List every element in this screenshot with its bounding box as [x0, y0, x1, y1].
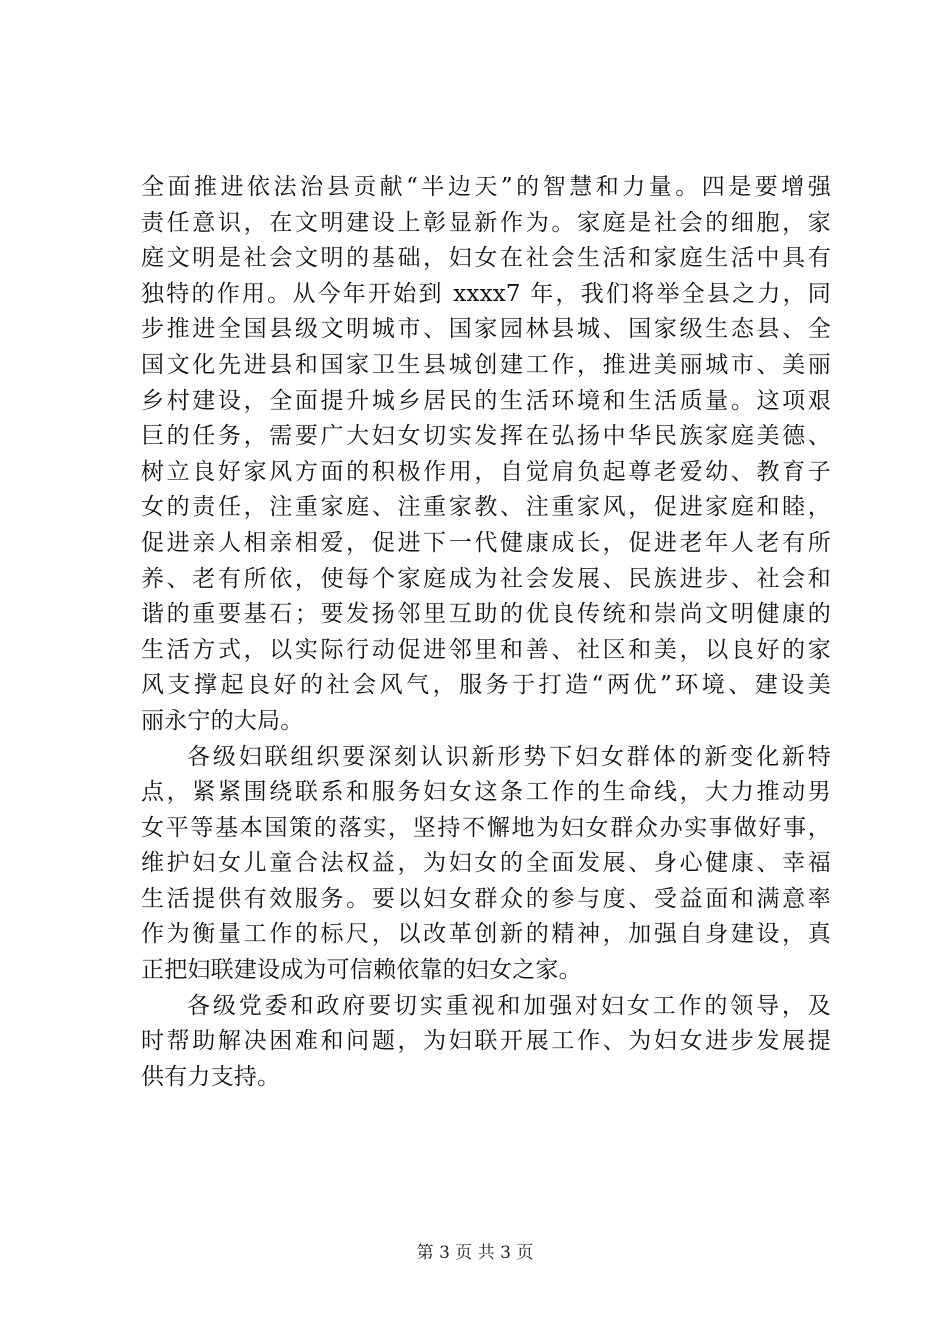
text-line: 谐的重要基石；要发扬邻里互助的优良传统和崇尚文明健康的 [141, 601, 831, 628]
text-line: 生活方式，以实际行动促进邻里和善、社区和美，以良好的家 [141, 636, 831, 663]
text-line: 女平等基本国策的落实，坚持不懈地为妇女群众办实事做好事， [141, 814, 831, 841]
text-line: 丽永宁的大局。 [141, 707, 304, 734]
text-line: 各级妇联组织要深刻认识新形势下妇女群体的新变化新特 [187, 743, 831, 770]
text-line: 作为衡量工作的标尺，以改革创新的精神，加强自身建设，真 [141, 921, 831, 948]
text-line: 供有力支持。 [141, 1063, 281, 1090]
text-line: 全面推进依法治县贡献“半边天”的智慧和力量。四是要增强 [141, 174, 831, 200]
text-line: 各级党委和政府要切实重视和加强对妇女工作的领导，及 [187, 992, 831, 1019]
text-line: 养、老有所依，使每个家庭成为社会发展、民族进步、社会和 [141, 565, 831, 592]
text-line: 巨的任务，需要广大妇女切实发挥在弘扬中华民族家庭美德、 [141, 423, 831, 450]
paragraph [141, 170, 831, 740]
text-line: 国文化先进县和国家卫生县城创建工作，推进美丽城市、美丽 [141, 351, 831, 378]
text-line: 步推进全国县级文明城市、国家园林县城、国家级生态县、全 [141, 316, 831, 343]
text-line: 独特的作用。从今年开始到 xxxx7 年，我们将举全县之力，同 [141, 280, 831, 307]
document-body [141, 170, 831, 1095]
text-line: 乡村建设，全面提升城乡居民的生活环境和生活质量。这项艰 [141, 387, 831, 414]
text-line: 促进亲人相亲相爱，促进下一代健康成长，促进老年人老有所 [141, 529, 831, 556]
text-line: 时帮助解决困难和问题，为妇联开展工作、为妇女进步发展提 [141, 1028, 831, 1055]
paragraph [141, 989, 831, 1096]
text-line: 女的责任，注重家庭、注重家教、注重家风，促进家庭和睦， [141, 494, 831, 521]
text-line: 庭文明是社会文明的基础，妇女在社会生活和家庭生活中具有 [141, 245, 831, 272]
page-number-label: 第 3 页 共 3 页 [416, 1243, 534, 1263]
text-line: 维护妇女儿童合法权益，为妇女的全面发展、身心健康、幸福 [141, 850, 831, 877]
page-footer [0, 1242, 950, 1264]
text-line: 风支撑起良好的社会风气，服务于打造“两优”环境、建设美 [141, 672, 831, 699]
paragraph [141, 740, 831, 989]
text-line: 点，紧紧围绕联系和服务妇女这条工作的生命线，大力推动男 [141, 779, 831, 806]
text-line: 责任意识，在文明建设上彰显新作为。家庭是社会的细胞，家 [141, 209, 831, 236]
text-line: 正把妇联建设成为可信赖依靠的妇女之家。 [141, 957, 582, 984]
text-line: 树立良好家风方面的积极作用，自觉肩负起尊老爱幼、教育子 [141, 458, 831, 485]
text-line: 生活提供有效服务。要以妇女群众的参与度、受益面和满意率 [141, 885, 831, 912]
